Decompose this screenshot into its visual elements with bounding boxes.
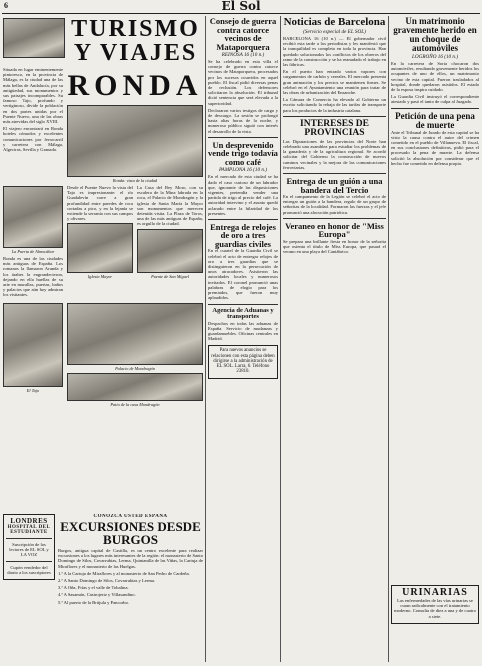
page-header [0,0,482,14]
ronda-caption-tajo: El Tajo [26,387,40,393]
matrimonio-text2: La Guardia Civil instruyó el correspondiente atestado y pasó el tanto de culpa al Juzgado. [391,94,479,105]
column-2 [208,17,278,662]
burgos-item: 2.ª A Santo Domingo de Silos, Covarrubias y Lerma. [58,578,156,584]
noticias-text3: La Cámara de Comercio ha elevado al Gobierno un escrito solicitando la rebaja de las tarifas de transporte para los productos de la industria catalana. [283,97,386,113]
consejo-dateline: REINOSA 16 (10 n.) [221,52,265,58]
turismo-intro: Situada en lugar eminentemente pintoresco, en la provincia de Málaga, es la ciudad una de las más bellas de Andalucía, por su antigüedad, sus monumentos y sus paisajes incomparables. Su famoso Tajo, profundo y vertiginoso, divide la población en dos partes unidas por el Puente Nuevo, una de las obras más atrevidas del siglo XVIII. [3,67,63,125]
turismo-text-b: Desde el Puente Nuevo la vista del Tajo es impresionante: el río Guadalevín corre a gran profundidad entre paredes de roca cortadas a pico, y en la lejanía se extiende la serranía con sus campos y olivares. [67,185,133,222]
column-rule [280,16,281,662]
ronda-caption-courtyard: Patio de la casa Mondragón [110,401,160,407]
consejo-text: Se ha celebrado en esta villa el consejo de guerra contra catorce vecinos de Mataporquera, procesados por los sucesos ocurridos en aquel pueblo. El fiscal pidió diversas penas de reclusión. Los defensores solicitaron la absolución. El tribunal dictó sentencia que será elevada a la superioridad. [208,59,278,106]
aduana-headline: Agencia de Aduanas y transportes [212,306,274,320]
relojes-text: En el cuartel de la Guardia Civil se celebró el acto de entregar relojes de oro a tres guardias que se distinguieron en la persecución de unos atracadores. Asistieron las autoridades locales y numerosos invitados. El coronel pronunció unas palabras de elogio para los premiados, que fueron muy aplaudidos. [208,248,278,301]
turismo-text-c: La Casa del Rey Moro, con su escalera de la Mina labrada en la roca, el Palacio de Mondragón y la iglesia de Santa María la Mayor son monumentos que merecen detenida visita. La Plaza de Toros, una de las más antiguas de España, es orgullo de la ciudad. [137,185,203,227]
peticion-text: Ante el Tribunal de Jurado de esta capital se ha visto la causa contra el autor del crimen cometido en el pueblo de Villanueva. El fiscal, en sus conclusiones definitivas, pidió para el procesado la pena de muerte. La defensa solicitó la absolución por considerar que el hecho fue cometido en defensa propia. [391,129,479,166]
page-number: 6 [4,1,8,10]
londres-ad [3,514,55,662]
desprevenido-text: En el mercado de esta ciudad se ha dado el caso curioso de un labrador que, ignorante de las disposiciones vigentes, pretendía vender una partida de trigo al precio del café. La autoridad intervino y el asunto quedó aclarado entre la hilaridad de los presentes. [208,174,278,216]
consejo-headline: Consejo de guerra contra catorce vecinos de Mataporquera [209,17,277,52]
noticias-text2: En el puerto han entrado varios vapores con cargamentos de carbón y cereales. El mercado presenta gran animación y los precios se mantienen firmes. Se celebró en el Ayuntamiento una reunión para tratar de las obras de urbanización del Ensanche. [283,69,386,96]
ronda-title: RONDA [67,69,203,102]
londres-brand: LONDRES [10,517,48,525]
column-rule [205,16,206,662]
noticias-headline: Noticias de Barcelona [283,17,386,28]
ronda-caption-church: Iglesia Mayor [87,274,113,280]
ronda-photo-palace [67,303,203,365]
turismo-header-image [3,18,65,58]
anuncio-text: Para nuevos anuncios se relacionen con esta página deben dirigirse a la administración de EL SOL. Larra, 6. Teléfono 23810. [211,348,275,375]
turismo-title-line2: Y VIAJES [73,40,198,66]
urinarias-text: Las enfermedades de las vías urinarias se curan radicalmente con el tratamiento moderno. Consulta de diez a una y de cuatro a siete. [394,598,476,619]
column-rule [388,16,389,662]
matrimonio-text: En la carretera de Soria chocaron dos automóviles, resultando gravemente heridos los ocupantes de uno de ellos, un matrimonio vecino de esta capital. Fueron trasladados al hospital, donde quedaron asistidos. El estado de la esposa inspira cuidado. [391,61,479,93]
turismo-text-d: El viajero encontrará en Ronda hoteles cómodos y excelentes comunicaciones por ferrocarril y carretera con Málaga, Algeciras, Sevilla y Granada. [3,126,63,153]
ronda-photo-city [67,105,203,177]
burgos-item: 4.ª A Sasamón, Castrojeriz y Villasandino. [58,592,136,598]
burgos-item: 3.ª A Oña, Frías y el valle de Tobalina. [58,585,129,591]
urinarias-headline: URINARIAS [402,587,468,598]
masthead: El Sol [221,0,261,13]
ronda-caption-gate: La Puerta de Almocábar [11,249,55,254]
ronda-caption-city: Ronda: vista de la ciudad [112,178,158,183]
londres-line: HOSPITAL DEL ESTUDIANTE [7,525,51,535]
ronda-photo-tajo [3,303,63,387]
veraneo-text: Se prepara una brillante fiesta en honor de la señorita que ostenta el título de Miss Europa, que pasará el verano en una playa del Cantábrico. [283,238,386,255]
consejo-text2: Declararon varios testigos de cargo y de descargo. La sesión se prolongó hasta altas horas de la noche, y numeroso público siguió con interés el desarrollo de la vista. [208,107,278,134]
peticion-headline: Petición de una pena de muerte [395,110,475,130]
turismo-title-line1: TURISMO [71,17,200,42]
ronda-photo-gate [3,186,63,248]
header-rule [2,13,480,14]
burgos-kicker: CONOZCA USTED ESPAÑA [93,514,168,519]
burgos-headline: EXCURSIONES DESDE BURGOS [60,519,201,547]
noticias-sub: (Servicio especial de EL SOL) [303,29,366,35]
burgos-article [58,514,203,662]
burgos-item: 1.ª A la Cartuja de Miraflores y al monasterio de San Pedro de Cardeña. [58,570,190,576]
relojes-headline: Entrega de relojes de oro a tres guardias civiles [210,221,276,249]
urinarias-ad [391,585,479,662]
turismo-section [3,17,203,512]
intereses-headline: INTERESES DE PROVINCIAS [300,118,369,139]
aduana-text: Despachos en todas las aduanas de España. Servicio de mudanzas y guardamuebles. Oficinas centrales en Madrid. [208,320,278,342]
ronda-photo-bridge [137,229,203,273]
turismo-text-a: Ronda es una de las ciudades más antiguas de España. Los romanos la llamaron Arunda y los árabes la engrandecieron, dejando en ella huellas de su arte en murallas, puertas, baños y palacios que aún hoy admiran los visitantes. [3,256,63,298]
desprevenido-headline: Un desprevenido vende trigo todavía como café [208,139,278,167]
desprevenido-dateline: PAMPLONA 16 (10 n.) [219,167,267,174]
bandera-text: En el campamento de la Legión se celebró el acto de entregar un guión a la bandera, regalo de un grupo de señoritas de la localidad. Formaron las fuerzas y el jefe pronunció una alocución patriótica. [283,194,386,215]
column-3 [283,17,386,662]
bandera-headline: Entrega de un guión a una bandera del Tercio [286,176,383,195]
burgos-item: 5.ª Al puerto de la Brújula y Pancorbo. [58,599,130,605]
veraneo-headline: Veraneo en honor de "Miss Europa" [285,220,384,240]
londres-text: Suscripción de los lectores de EL SOL y LA VOZ [9,542,49,558]
intereses-text: Las Diputaciones de las provincias del Norte han celebrado una asamblea para estudiar los problemas de la ganadería y de la agricultura regional. Se acordó solicitar del Gobierno la construcción de nuevos caminos vecinales y la mejora de las comunicaciones ferroviarias. [283,138,386,170]
matrimonio-headline: Un matrimonio gravemente herido en un choque de automóviles [393,17,477,53]
burgos-text: Burgos, antigua capital de Castilla, es un centro excelente para realizar excursiones a los lugares más interesantes de la región: el monasterio de Santo Domingo de Silos, Covarrubias, Lerma, Quintanilla de las Viñas, la Cartuja de Miraflores y el monasterio de las Huelgas. [58,548,203,569]
matrimonio-dateline: LOGROÑO 16 (10 n.) [411,54,459,60]
ronda-caption-palace: Palacio de Mondragón [115,365,155,371]
ronda-photo-church [67,223,133,273]
londres-coupon: Cupón vendedor del diario a los suscriptores [7,564,51,575]
column-4 [391,17,479,662]
ronda-photo-courtyard [67,373,203,401]
noticias-text: BARCELONA 16 (10 n.) — El gobernador civil recibió esta tarde a los periodistas y les manifestó que la tranquilidad es completa en toda la provincia. Han quedado solucionados los conflictos de los obreros del ramo de la construcción y se ha reanudado el trabajo en las fábricas. [283,36,386,68]
ronda-caption-bridge: Puente de San Miguel [151,273,189,279]
